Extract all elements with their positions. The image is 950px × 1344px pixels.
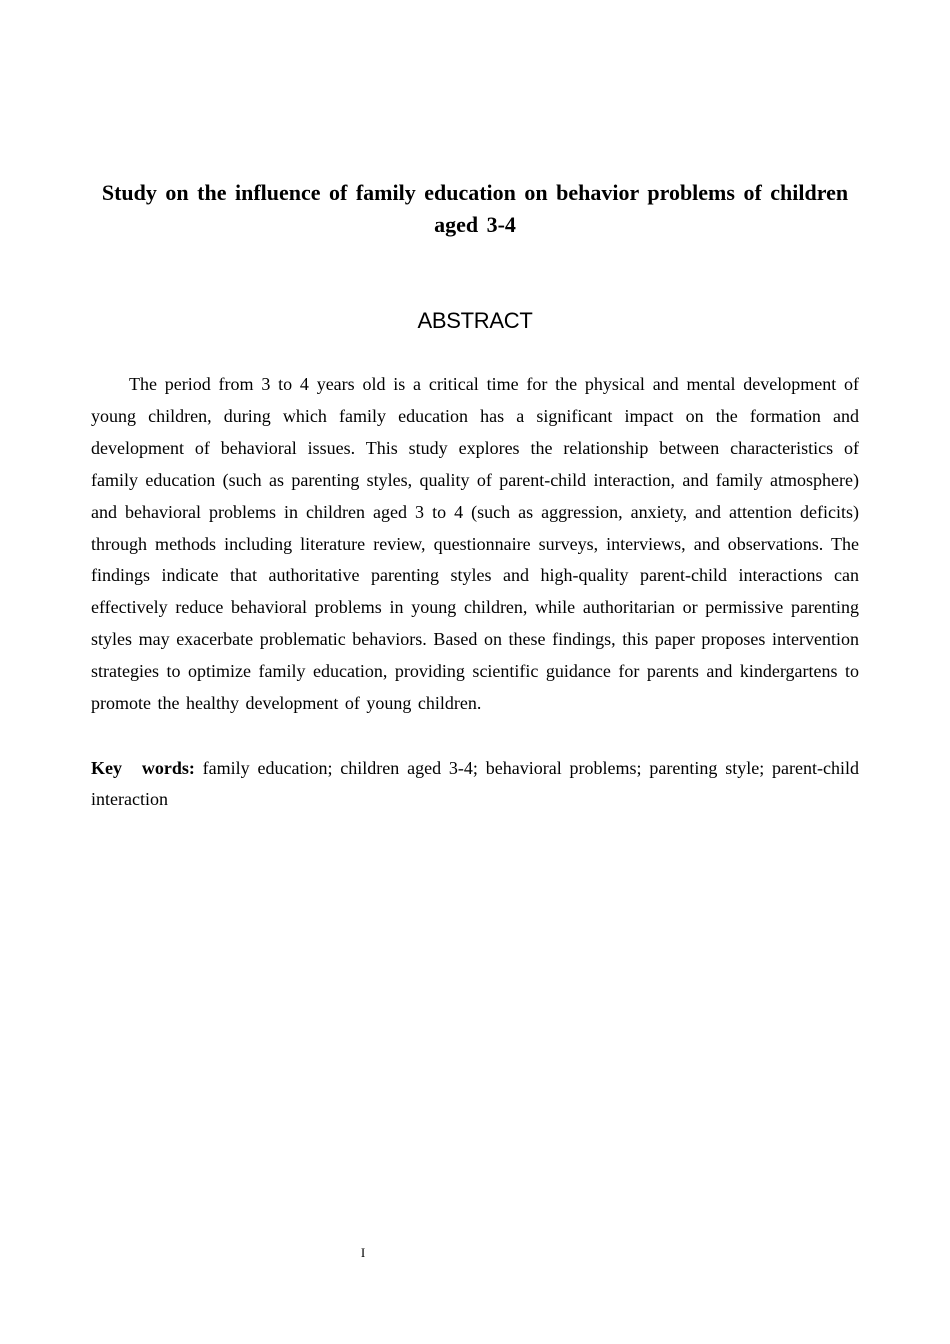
keywords-line xyxy=(91,753,859,815)
abstract-heading: ABSTRACT xyxy=(417,308,533,333)
paper-title: Study on the influence of family education on behavior problems of children aged 3-4 xyxy=(101,180,849,237)
keywords-text: family education; children aged 3-4; behavioral problems; parenting style; parent-child interaction xyxy=(91,758,859,809)
abstract-paragraph: The period from 3 to 4 years old is a critical time for the physical and mental development of young children, during which family education has a significant impact on the formation and development of behavioral issues. This study explores the relationship between characteristics of family education (such as parenting styles, quality of parent-child interaction, and family atmosphere) and behavioral problems in children aged 3 to 4 (such as aggression, anxiety, and attention deficits) through methods including literature review, questionnaire surveys, interviews, and observations. The findings indicate that authoritative parenting styles and high-quality parent-child interactions can effectively reduce behavioral problems in young children, while authoritarian or permissive parenting styles may exacerbate problematic behaviors. Based on these findings, this paper proposes intervention strategies to optimize family education, providing scientific guidance for parents and kindergartens to promote the healthy development of young children. xyxy=(91,374,859,714)
page-number: I xyxy=(360,1245,366,1260)
keywords-label: Key words: xyxy=(91,758,195,778)
